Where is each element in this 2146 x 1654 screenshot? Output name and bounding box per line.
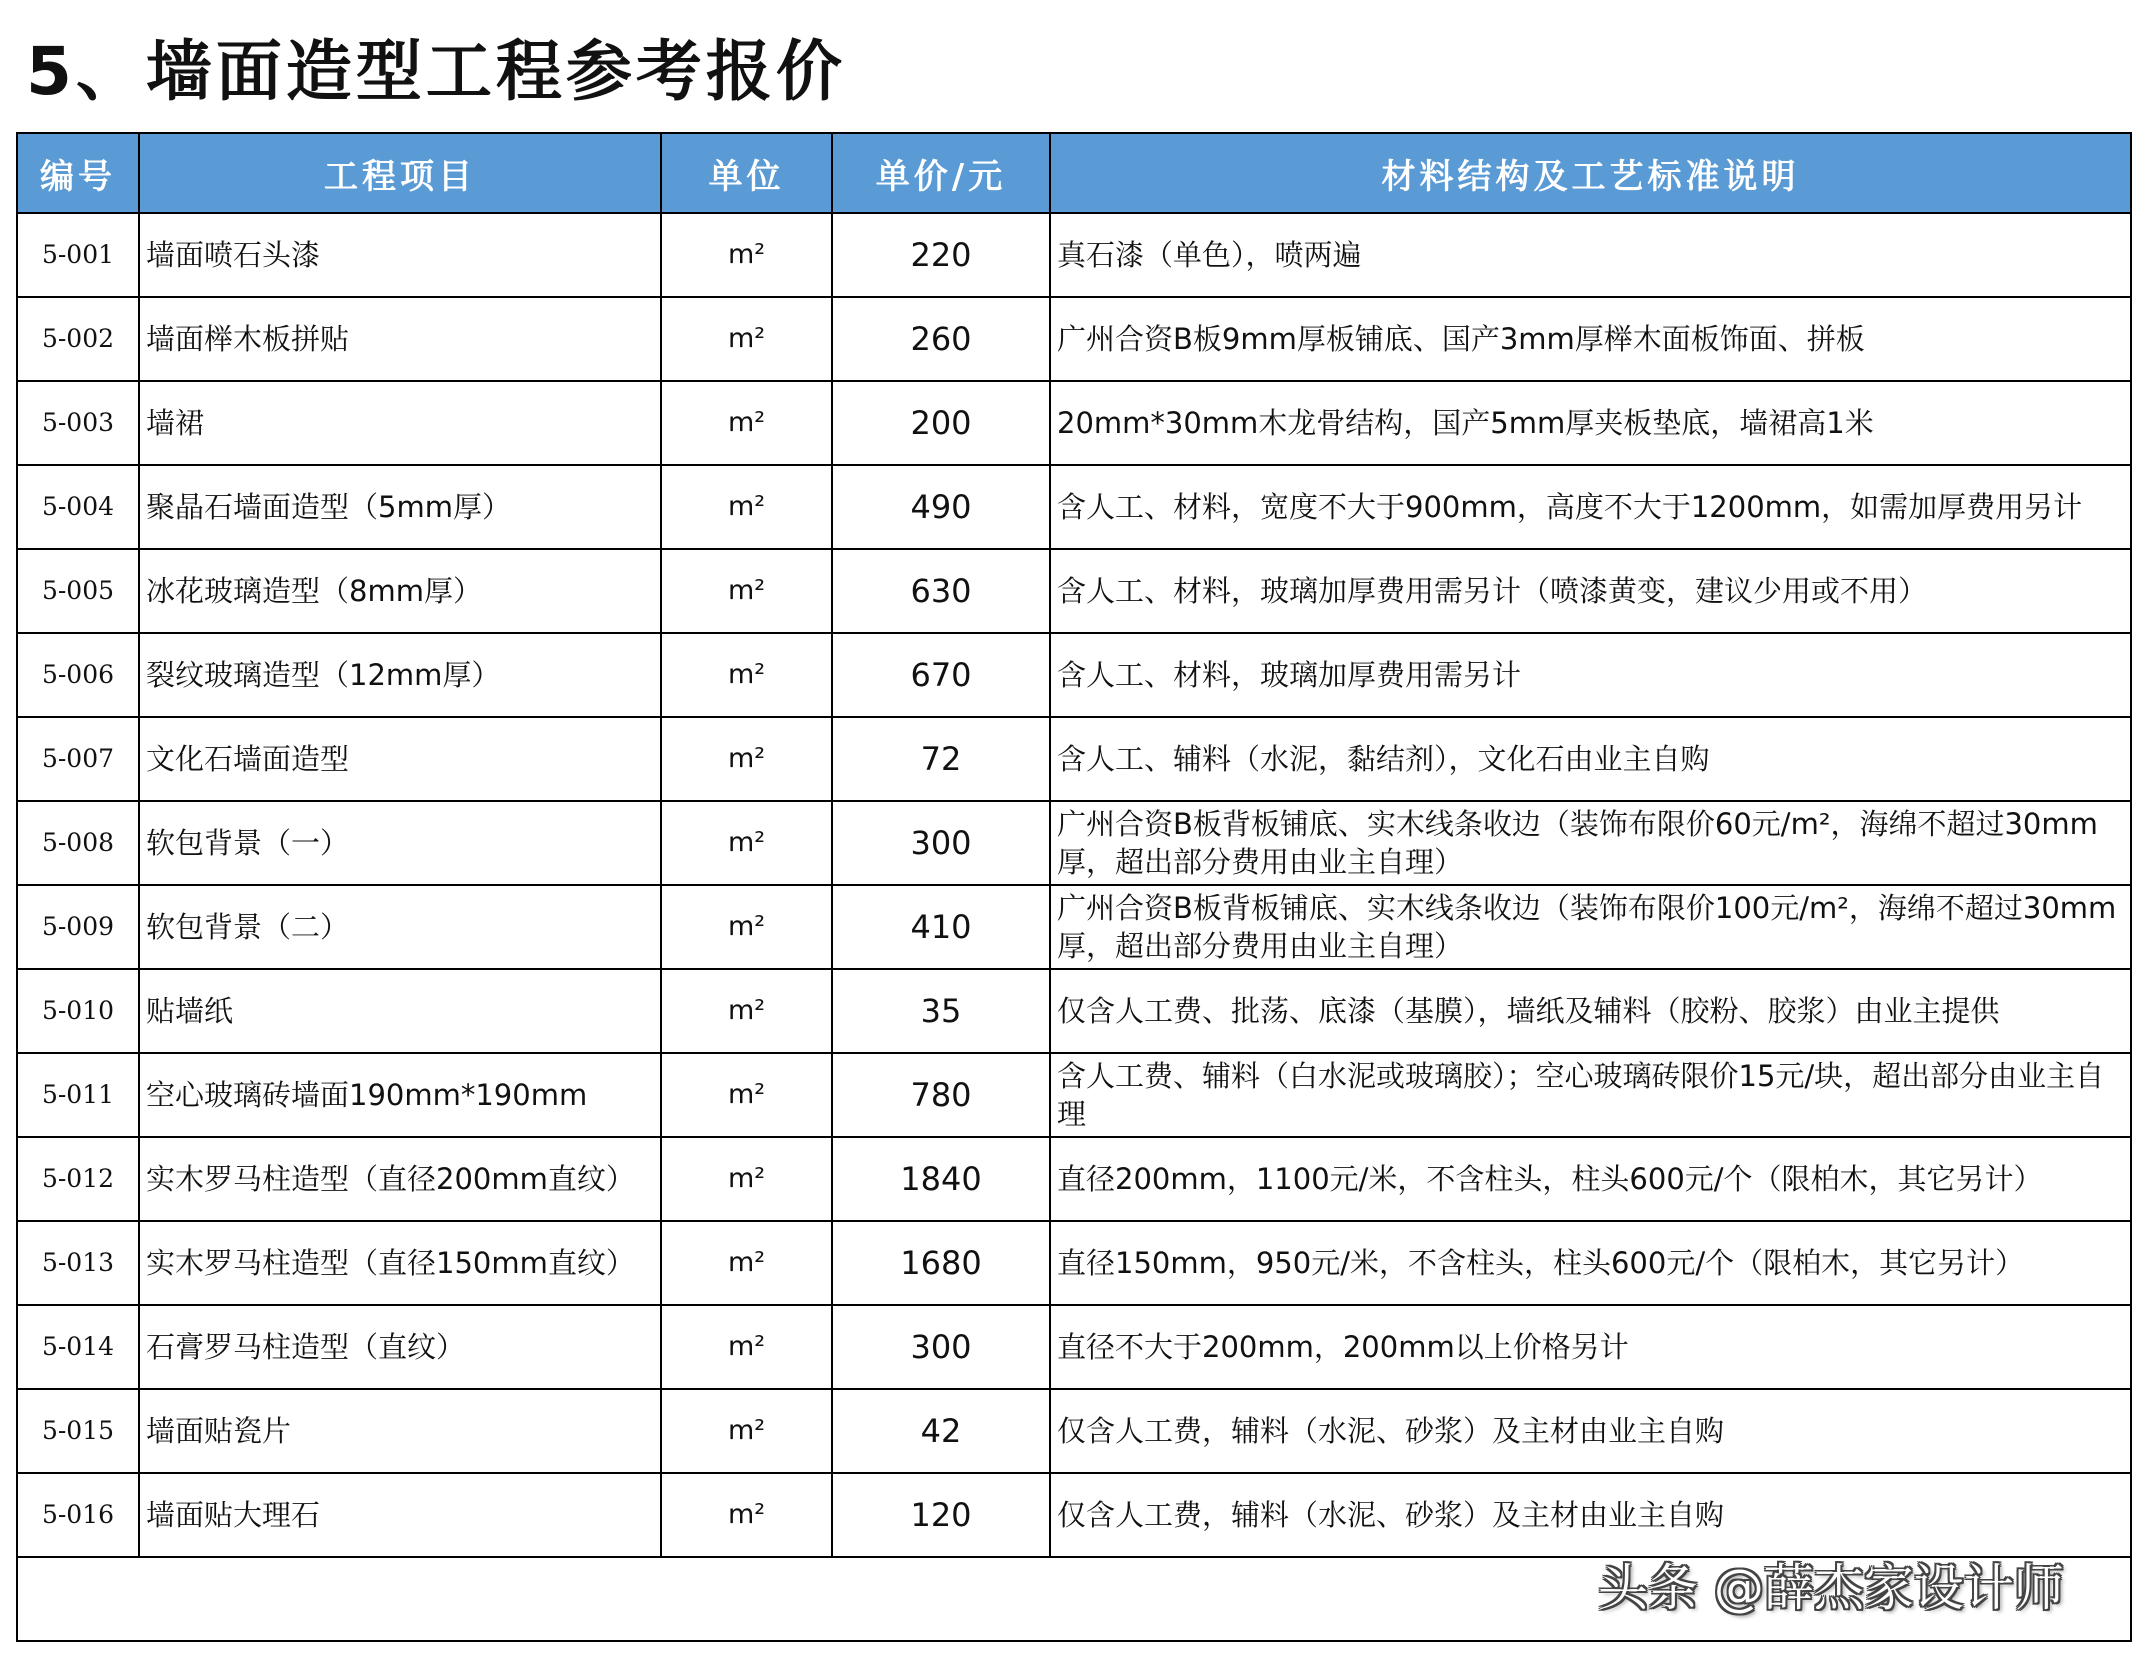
header-description: 材料结构及工艺标准说明 bbox=[1050, 133, 2131, 213]
table-row bbox=[17, 633, 2131, 717]
cell-unit: m² bbox=[661, 885, 832, 969]
cell-price: 300 bbox=[832, 1305, 1050, 1389]
table-row bbox=[17, 1305, 2131, 1389]
table-row bbox=[17, 1389, 2131, 1473]
table-row bbox=[17, 969, 2131, 1053]
table-row bbox=[17, 1137, 2131, 1221]
cell-description: 含人工、辅料（水泥，黏结剂），文化石由业主自购 bbox=[1050, 717, 2131, 801]
table-row bbox=[17, 297, 2131, 381]
cell-description: 广州合资B板背板铺底、实木线条收边（装饰布限价100元/m²，海绵不超过30mm厚，超出部分费用由业主自理） bbox=[1050, 885, 2131, 969]
cell-description: 仅含人工费，辅料（水泥、砂浆）及主材由业主自购 bbox=[1050, 1473, 2131, 1557]
cell-unit: m² bbox=[661, 633, 832, 717]
cell-price: 410 bbox=[832, 885, 1050, 969]
table-row bbox=[17, 213, 2131, 297]
cell-unit: m² bbox=[661, 213, 832, 297]
cell-item: 实木罗马柱造型（直径150mm直纹） bbox=[139, 1221, 661, 1305]
cell-code: 5-014 bbox=[17, 1305, 139, 1389]
cell-price: 670 bbox=[832, 633, 1050, 717]
cell-price: 260 bbox=[832, 297, 1050, 381]
cell-description: 含人工、材料，玻璃加厚费用需另计（喷漆黄变，建议少用或不用） bbox=[1050, 549, 2131, 633]
cell-item: 软包背景（二） bbox=[139, 885, 661, 969]
cell-price: 300 bbox=[832, 801, 1050, 885]
watermark: 头条 @薛杰家设计师 bbox=[1598, 1559, 2064, 1617]
header-code: 编号 bbox=[17, 133, 139, 213]
cell-code: 5-016 bbox=[17, 1473, 139, 1557]
cell-price: 220 bbox=[832, 213, 1050, 297]
cell-description: 20mm*30mm木龙骨结构，国产5mm厚夹板垫底，墙裙高1米 bbox=[1050, 381, 2131, 465]
table-row bbox=[17, 549, 2131, 633]
table-header-row bbox=[17, 133, 2131, 213]
cell-code: 5-012 bbox=[17, 1137, 139, 1221]
cell-description: 直径不大于200mm，200mm以上价格另计 bbox=[1050, 1305, 2131, 1389]
cell-description: 仅含人工费、批荡、底漆（基膜），墙纸及辅料（胶粉、胶浆）由业主提供 bbox=[1050, 969, 2131, 1053]
cell-code: 5-008 bbox=[17, 801, 139, 885]
cell-unit: m² bbox=[661, 381, 832, 465]
cell-item: 石膏罗马柱造型（直纹） bbox=[139, 1305, 661, 1389]
cell-description: 仅含人工费，辅料（水泥、砂浆）及主材由业主自购 bbox=[1050, 1389, 2131, 1473]
cell-price: 1680 bbox=[832, 1221, 1050, 1305]
cell-item: 贴墙纸 bbox=[139, 969, 661, 1053]
cell-unit: m² bbox=[661, 1389, 832, 1473]
table-row bbox=[17, 1473, 2131, 1557]
cell-price: 120 bbox=[832, 1473, 1050, 1557]
header-price: 单价/元 bbox=[832, 133, 1050, 213]
cell-unit: m² bbox=[661, 1221, 832, 1305]
cell-code: 5-013 bbox=[17, 1221, 139, 1305]
cell-description: 直径200mm，1100元/米，不含柱头，柱头600元/个（限柏木，其它另计） bbox=[1050, 1137, 2131, 1221]
cell-unit: m² bbox=[661, 1305, 832, 1389]
cell-item: 墙面贴瓷片 bbox=[139, 1389, 661, 1473]
cell-unit: m² bbox=[661, 549, 832, 633]
table-row bbox=[17, 465, 2131, 549]
cell-code: 5-005 bbox=[17, 549, 139, 633]
cell-item: 墙面榉木板拼贴 bbox=[139, 297, 661, 381]
cell-unit: m² bbox=[661, 297, 832, 381]
cell-price: 200 bbox=[832, 381, 1050, 465]
cell-price: 490 bbox=[832, 465, 1050, 549]
cell-code: 5-011 bbox=[17, 1053, 139, 1137]
cell-code: 5-003 bbox=[17, 381, 139, 465]
cell-item: 墙面喷石头漆 bbox=[139, 213, 661, 297]
table-row bbox=[17, 381, 2131, 465]
cell-code: 5-007 bbox=[17, 717, 139, 801]
cell-unit: m² bbox=[661, 465, 832, 549]
cell-item: 冰花玻璃造型（8mm厚） bbox=[139, 549, 661, 633]
cell-code: 5-001 bbox=[17, 213, 139, 297]
cell-code: 5-015 bbox=[17, 1389, 139, 1473]
table-row bbox=[17, 1053, 2131, 1137]
cell-code: 5-006 bbox=[17, 633, 139, 717]
cell-item: 实木罗马柱造型（直径200mm直纹） bbox=[139, 1137, 661, 1221]
cell-code: 5-004 bbox=[17, 465, 139, 549]
cell-item: 裂纹玻璃造型（12mm厚） bbox=[139, 633, 661, 717]
cell-description: 直径150mm，950元/米，不含柱头，柱头600元/个（限柏木，其它另计） bbox=[1050, 1221, 2131, 1305]
header-item: 工程项目 bbox=[139, 133, 661, 213]
cell-item: 软包背景（一） bbox=[139, 801, 661, 885]
price-table bbox=[16, 132, 2132, 1642]
cell-item: 文化石墙面造型 bbox=[139, 717, 661, 801]
cell-description: 含人工、材料，宽度不大于900mm，高度不大于1200mm，如需加厚费用另计 bbox=[1050, 465, 2131, 549]
cell-unit: m² bbox=[661, 1137, 832, 1221]
cell-price: 1840 bbox=[832, 1137, 1050, 1221]
cell-code: 5-002 bbox=[17, 297, 139, 381]
cell-unit: m² bbox=[661, 1053, 832, 1137]
cell-code: 5-010 bbox=[17, 969, 139, 1053]
header-unit: 单位 bbox=[661, 133, 832, 213]
cell-price: 630 bbox=[832, 549, 1050, 633]
cell-price: 35 bbox=[832, 969, 1050, 1053]
cell-price: 42 bbox=[832, 1389, 1050, 1473]
cell-price: 780 bbox=[832, 1053, 1050, 1137]
cell-description: 含人工、材料，玻璃加厚费用需另计 bbox=[1050, 633, 2131, 717]
page-title: 5、墙面造型工程参考报价 bbox=[26, 33, 846, 110]
table-row bbox=[17, 1221, 2131, 1305]
cell-item: 空心玻璃砖墙面190mm*190mm bbox=[139, 1053, 661, 1137]
cell-unit: m² bbox=[661, 1473, 832, 1557]
table-row bbox=[17, 885, 2131, 969]
table-body bbox=[17, 213, 2131, 1641]
cell-item: 墙裙 bbox=[139, 381, 661, 465]
cell-description: 广州合资B板9mm厚板铺底、国产3mm厚榉木面板饰面、拼板 bbox=[1050, 297, 2131, 381]
cell-description: 含人工费、辅料（白水泥或玻璃胶）；空心玻璃砖限价15元/块，超出部分由业主自理 bbox=[1050, 1053, 2131, 1137]
cell-description: 真石漆（单色），喷两遍 bbox=[1050, 213, 2131, 297]
cell-unit: m² bbox=[661, 801, 832, 885]
table-row bbox=[17, 717, 2131, 801]
table-row bbox=[17, 801, 2131, 885]
cell-price: 72 bbox=[832, 717, 1050, 801]
cell-item: 聚晶石墙面造型（5mm厚） bbox=[139, 465, 661, 549]
cell-unit: m² bbox=[661, 717, 832, 801]
cell-description: 广州合资B板背板铺底、实木线条收边（装饰布限价60元/m²，海绵不超过30mm厚，超出部分费用由业主自理） bbox=[1050, 801, 2131, 885]
cell-unit: m² bbox=[661, 969, 832, 1053]
cell-item: 墙面贴大理石 bbox=[139, 1473, 661, 1557]
cell-code: 5-009 bbox=[17, 885, 139, 969]
